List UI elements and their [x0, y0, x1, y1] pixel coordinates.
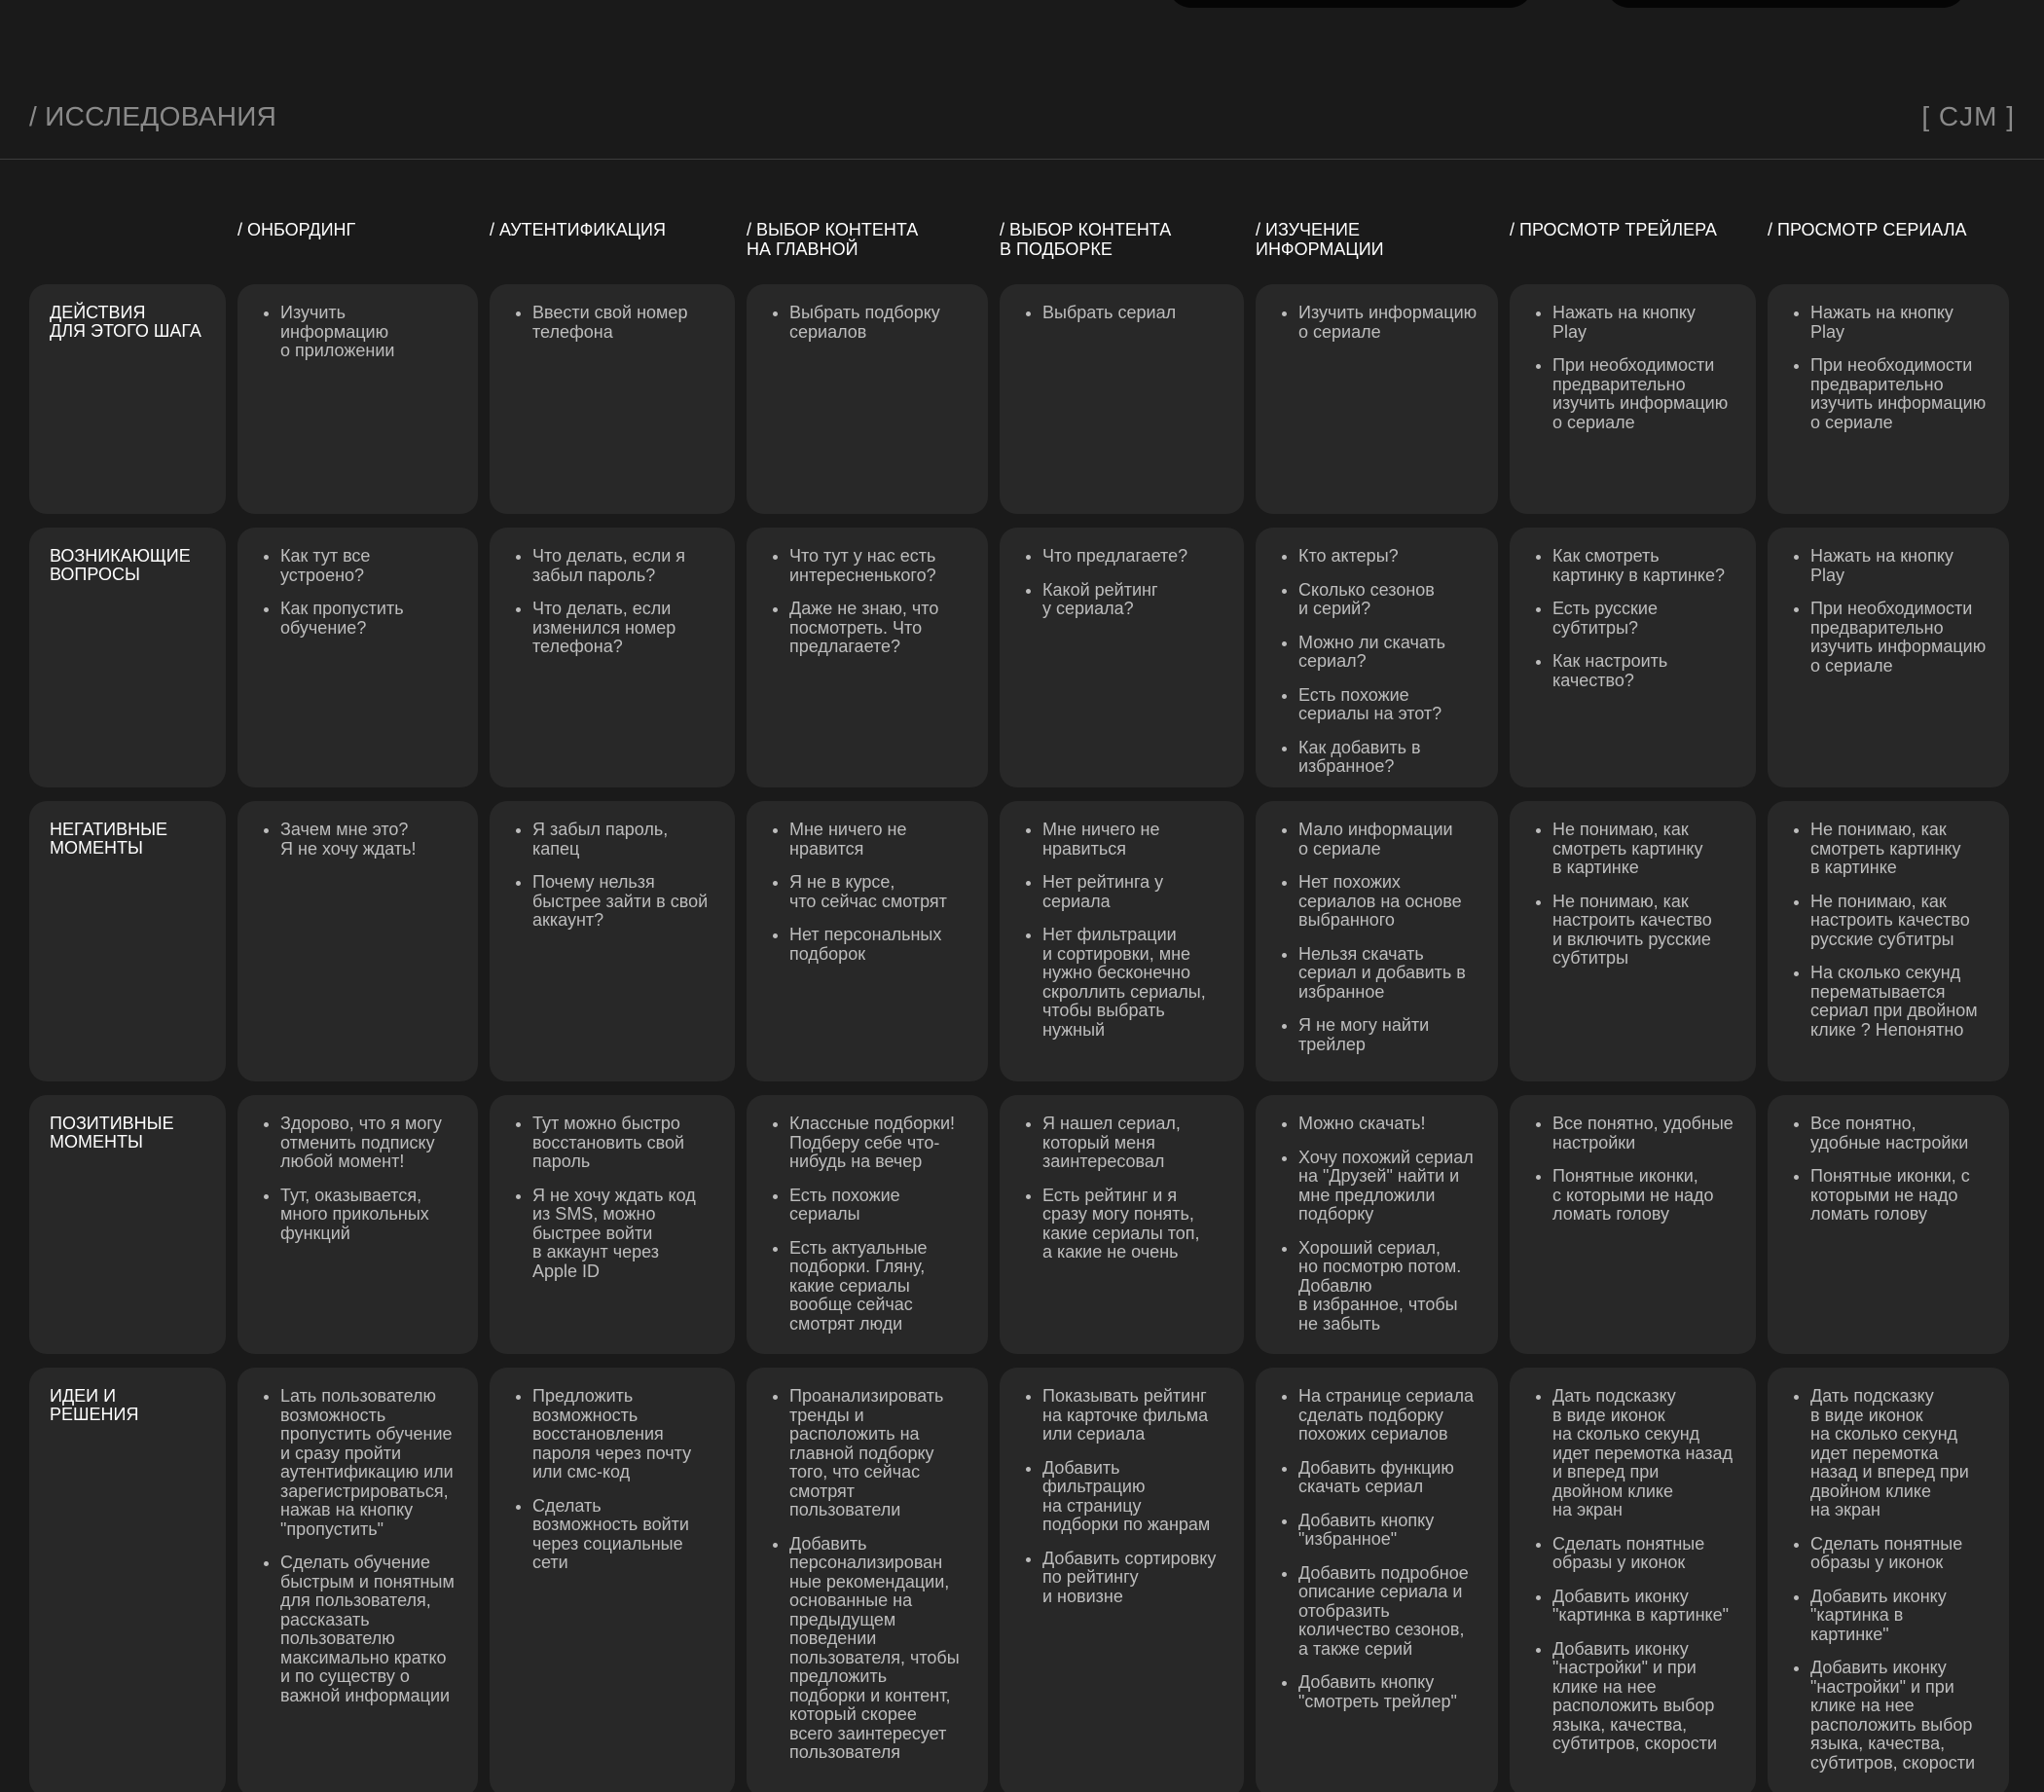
bullet-item: Тут можно быстро восстановить свой пароль: [511, 1115, 715, 1172]
bullet-item: Не понимаю, как смотреть картинку в картинке: [1789, 821, 1989, 878]
bullet-list: [1531, 1387, 1736, 1754]
bullet-list: [259, 1387, 458, 1705]
bullet-list: [1789, 304, 1989, 432]
bullet-list: [1021, 821, 1224, 1040]
bullet-item: Классные подборки! Подберу себе что- нибудь на вечер: [768, 1115, 968, 1172]
bullet-item: Даже не знаю, что посмотреть. Что предлагаете?: [768, 600, 968, 657]
row-title-card: [29, 284, 226, 514]
bullet-item: Тут, оказывается, много прикольных функций: [259, 1187, 458, 1244]
bullet-item: Мне ничего не нравиться: [1021, 821, 1224, 859]
bullet-list: [768, 547, 968, 657]
cjm-cell: [1256, 801, 1498, 1081]
bullet-item: Как добавить в избранное?: [1277, 739, 1478, 777]
bullet-item: Понятные иконки, с которыми не надо ломать голову: [1789, 1167, 1989, 1225]
decorative-top-shape: [1606, 0, 1966, 8]
bullet-item: Я не в курсе, что сейчас смотрят: [768, 873, 968, 911]
bullet-item: Хочу похожий сериал на "Друзей" найти и мне предложили подборку: [1277, 1149, 1478, 1225]
bullet-item: Проанализировать тренды и расположить на главной подборку того, что сейчас смотрят пользователи: [768, 1387, 968, 1520]
cjm-cell: [1000, 528, 1244, 787]
bullet-item: Изучить информацию о сериале: [1277, 304, 1478, 342]
bullet-item: На сколько секунд перематывается сериал при двойном клике ? Непонятно: [1789, 964, 1989, 1040]
column-header: / АУТЕНТИФИКАЦИЯ: [490, 220, 666, 239]
bullet-item: Нет персональных подборок: [768, 926, 968, 964]
bullet-item: Я не хочу ждать код из SMS, можно быстрее войти в аккаунт через Apple ID: [511, 1187, 715, 1282]
bullet-list: [1531, 1115, 1736, 1225]
bullet-item: Все понятно, удобные настройки: [1531, 1115, 1736, 1152]
cjm-cell: [1256, 1368, 1498, 1792]
cjm-cell: [490, 284, 735, 514]
column-header: / ПРОСМОТР СЕРИАЛА: [1768, 220, 1967, 239]
grid-corner: [29, 216, 226, 271]
bullet-list: [1531, 821, 1736, 969]
cjm-cell: [747, 284, 988, 514]
bullet-item: При необходимости предварительно изучить информацию о сериале: [1789, 356, 1989, 432]
bullet-item: Сделать понятные образы у иконок: [1789, 1535, 1989, 1573]
bullet-item: На странице сериала сделать подборку похожих сериалов: [1277, 1387, 1478, 1445]
bullet-item: Нельзя скачать сериал и добавить в избранное: [1277, 945, 1478, 1003]
bullet-item: Что делать, если изменился номер телефона?: [511, 600, 715, 657]
bullet-item: Я не могу найти трейлер: [1277, 1016, 1478, 1054]
cjm-cell: [1256, 284, 1498, 514]
bullet-item: Выбрать сериал: [1021, 304, 1224, 323]
cjm-cell: [1510, 1095, 1756, 1354]
bullet-item: Нажать на кнопку Play: [1789, 304, 1989, 342]
bullet-item: Какой рейтинг у сериала?: [1021, 581, 1224, 619]
bullet-item: Мне ничего не нравится: [768, 821, 968, 859]
bullet-list: [511, 304, 715, 342]
bullet-list: [768, 1115, 968, 1334]
bullet-item: Ввести свой номер телефона: [511, 304, 715, 342]
bullet-item: Показывать рейтинг на карточке фильма или сериала: [1021, 1387, 1224, 1445]
bullet-list: [259, 547, 458, 638]
bullet-item: Что тут у нас есть интересненького?: [768, 547, 968, 585]
cjm-grid: [29, 216, 2017, 1792]
bullet-list: [259, 304, 458, 361]
cjm-cell: [1768, 528, 2009, 787]
row-title: ИДЕИ И РЕШЕНИЯ: [50, 1386, 139, 1424]
cjm-cell: [237, 284, 478, 514]
row-title: ПОЗИТИВНЫЕ МОМЕНТЫ: [50, 1114, 174, 1152]
bullet-item: Как настроить качество?: [1531, 652, 1736, 690]
bullet-item: Почему нельзя быстрее зайти в свой аккаунт?: [511, 873, 715, 931]
bullet-item: Нет похожих сериалов на основе выбранного: [1277, 873, 1478, 931]
bullet-list: [1531, 304, 1736, 432]
cjm-cell: [1000, 1368, 1244, 1792]
cjm-cell: [1000, 801, 1244, 1081]
row-title-card: [29, 801, 226, 1081]
cjm-cell: [1510, 1368, 1756, 1792]
bullet-list: [511, 1387, 715, 1573]
cjm-cell: [747, 801, 988, 1081]
bullet-item: Сделать обучение быстрым и понятным для пользователя, рассказать пользователю максимально кратко и по существу о важной информации: [259, 1554, 458, 1705]
bullet-item: Что делать, если я забыл пароль?: [511, 547, 715, 585]
bullet-item: Не понимаю, как настроить качество русские субтитры: [1789, 893, 1989, 950]
bullet-item: Как тут все устроено?: [259, 547, 458, 585]
bullet-list: [1789, 821, 1989, 1040]
bullet-item: Нет фильтрации и сортировки, мне нужно бесконечно скроллить сериалы, чтобы выбрать нужный: [1021, 926, 1224, 1040]
bullet-item: Мало информации о сериале: [1277, 821, 1478, 859]
bullet-list: [768, 304, 968, 342]
cjm-cell: [747, 1368, 988, 1792]
bullet-item: При необходимости предварительно изучить информацию о сериале: [1531, 356, 1736, 432]
bullet-list: [1789, 1115, 1989, 1225]
bullet-item: Добавить кнопку "избранное": [1277, 1512, 1478, 1550]
bullet-item: Можно ли скачать сериал?: [1277, 634, 1478, 672]
bullet-item: Есть похожие сериалы: [768, 1187, 968, 1225]
cjm-cell: [1768, 801, 2009, 1081]
cjm-cell: [490, 1368, 735, 1792]
bullet-item: Выбрать подборку сериалов: [768, 304, 968, 342]
column-header: / ИЗУЧЕНИЕ ИНФОРМАЦИИ: [1256, 220, 1384, 259]
section-title: / ИССЛЕДОВАНИЯ: [29, 101, 277, 131]
bullet-list: [1021, 1387, 1224, 1606]
bullet-item: Я забыл пароль, капец: [511, 821, 715, 859]
bullet-item: Дать подсказку в виде иконок на сколько секунд идет перемотка назад и вперед при двойном клике на экран: [1531, 1387, 1736, 1520]
bullet-list: [1277, 547, 1478, 777]
bullet-item: Как смотреть картинку в картинке?: [1531, 547, 1736, 585]
bullet-item: Можно скачать!: [1277, 1115, 1478, 1134]
cjm-cell: [1000, 284, 1244, 514]
bullet-item: Понятные иконки, с которыми не надо ломать голову: [1531, 1167, 1736, 1225]
bullet-item: Добавить иконку "картинка в картинке": [1789, 1588, 1989, 1645]
bullet-list: [1789, 1387, 1989, 1773]
bullet-item: Добавить фильтрацию на страницу подборки по жанрам: [1021, 1459, 1224, 1535]
bullet-item: Добавить сортировку по рейтингу и новизне: [1021, 1550, 1224, 1607]
cjm-cell: [237, 1095, 478, 1354]
bullet-list: [259, 821, 458, 859]
row-title: ДЕЙСТВИЯ ДЛЯ ЭТОГО ШАГА: [50, 303, 201, 341]
bullet-item: Предложить возможность восстановления пароля через почту или смс-код: [511, 1387, 715, 1482]
bullet-list: [511, 1115, 715, 1281]
bullet-item: Добавить иконку "картинка в картинке": [1531, 1588, 1736, 1626]
bullet-item: Я нашел сериал, который меня заинтересовал: [1021, 1115, 1224, 1172]
column-header: / ОНБОРДИНГ: [237, 220, 356, 239]
cjm-cell: [1510, 528, 1756, 787]
bullet-list: [1021, 1115, 1224, 1262]
column-header: / ПРОСМОТР ТРЕЙЛЕРА: [1510, 220, 1717, 239]
bullet-item: Добавить функцию скачать сериал: [1277, 1459, 1478, 1497]
bullet-item: Изучить информацию о приложении: [259, 304, 458, 361]
bullet-item: Что предлагаете?: [1021, 547, 1224, 567]
bullet-item: Сколько сезонов и серий?: [1277, 581, 1478, 619]
cjm-cell: [1510, 801, 1756, 1081]
cjm-cell: [237, 1368, 478, 1792]
cjm-cell: [1256, 1095, 1498, 1354]
bullet-item: Сделать понятные образы у иконок: [1531, 1535, 1736, 1573]
bullet-item: Добавить персонализирован ные рекомендации, основанные на предыдущем поведении пользователя, чтобы предложить подборки и контент, который скорее всего заинтересует пользователя: [768, 1535, 968, 1763]
bullet-item: Дать подсказку в виде иконок на сколько секунд идет перемотка назад и вперед при двойном клике на экран: [1789, 1387, 1989, 1520]
column-header: / ВЫБОР КОНТЕНТА НА ГЛАВНОЙ: [747, 220, 919, 259]
bullet-list: [1277, 304, 1478, 342]
cjm-cell: [1768, 284, 2009, 514]
cjm-cell: [237, 801, 478, 1081]
cjm-cell: [1768, 1095, 2009, 1354]
bullet-list: [1789, 547, 1989, 676]
bullet-list: [1531, 547, 1736, 690]
bullet-list: [511, 821, 715, 931]
row-title: НЕГАТИВНЫЕ МОМЕНТЫ: [50, 820, 168, 858]
cjm-cell: [747, 1095, 988, 1354]
bullet-list: [1277, 1115, 1478, 1334]
bullet-list: [1277, 1387, 1478, 1711]
bullet-item: Добавить иконку "настройки" и при клике на нее расположить выбор языка, качества, субтитров, скорости: [1789, 1659, 1989, 1773]
bullet-list: [1277, 821, 1478, 1054]
bullet-item: Есть похожие сериалы на этот?: [1277, 686, 1478, 724]
cjm-cell: [1256, 528, 1498, 787]
cjm-cell: [1510, 284, 1756, 514]
bullet-item: При необходимости предварительно изучить информацию о сериале: [1789, 600, 1989, 676]
bullet-list: [1021, 547, 1224, 619]
row-title-card: [29, 1095, 226, 1354]
bullet-item: Добавить подробное описание сериала и отобразить количество сезонов, а также серий: [1277, 1564, 1478, 1660]
bullet-item: Зачем мне это? Я не хочу ждать!: [259, 821, 458, 859]
cjm-cell: [1000, 1095, 1244, 1354]
bullet-item: Все понятно, удобные настройки: [1789, 1115, 1989, 1152]
bullet-list: [768, 1387, 968, 1763]
divider: [0, 159, 2044, 160]
column-header: / ВЫБОР КОНТЕНТА В ПОДБОРКЕ: [1000, 220, 1172, 259]
section-header: [29, 99, 2015, 134]
section-tag: [ CJM ]: [1921, 101, 2015, 131]
bullet-item: Сделать возможность войти через социальные сети: [511, 1497, 715, 1573]
bullet-item: Хороший сериал, но посмотрю потом. Добавлю в избранное, чтобы не забыть: [1277, 1239, 1478, 1335]
bullet-item: Не понимаю, как настроить качество и включить русские субтитры: [1531, 893, 1736, 969]
cjm-cell: [490, 1095, 735, 1354]
row-title-card: [29, 528, 226, 787]
row-title: ВОЗНИКАЮЩИЕ ВОПРОСЫ: [50, 546, 191, 584]
bullet-item: Не понимаю, как смотреть картинку в картинке: [1531, 821, 1736, 878]
bullet-list: [768, 821, 968, 964]
bullet-list: [1021, 304, 1224, 323]
bullet-item: Здорово, что я могу отменить подписку любой момент!: [259, 1115, 458, 1172]
bullet-item: Есть рейтинг и я сразу могу понять, какие сериалы топ, а какие не очень: [1021, 1187, 1224, 1262]
bullet-item: Как пропустить обучение?: [259, 600, 458, 638]
row-title-card: [29, 1368, 226, 1792]
bullet-list: [259, 1115, 458, 1243]
bullet-item: Есть русские субтитры?: [1531, 600, 1736, 638]
bullet-item: Нажать на кнопку Play: [1531, 304, 1736, 342]
bullet-list: [511, 547, 715, 657]
bullet-item: Есть актуальные подборки. Гляну, какие сериалы вообще сейчас смотрят люди: [768, 1239, 968, 1335]
bullet-item: Добавить иконку "настройки" и при клике на нее расположить выбор языка, качества, субтитров, скорости: [1531, 1640, 1736, 1754]
cjm-cell: [237, 528, 478, 787]
bullet-item: Нет рейтинга у сериала: [1021, 873, 1224, 911]
cjm-cell: [490, 528, 735, 787]
bullet-item: Нажать на кнопку Play: [1789, 547, 1989, 585]
cjm-cell: [747, 528, 988, 787]
bullet-item: Добавить кнопку "смотреть трейлер": [1277, 1673, 1478, 1711]
cjm-cell: [1768, 1368, 2009, 1792]
bullet-item: Кто актеры?: [1277, 547, 1478, 567]
decorative-top-shape: [1168, 0, 1533, 8]
bullet-item: Lать пользователю возможность пропустить обучение и сразу пройти аутентификацию или зарегистрироваться, нажав на кнопку "пропустить": [259, 1387, 458, 1539]
cjm-cell: [490, 801, 735, 1081]
